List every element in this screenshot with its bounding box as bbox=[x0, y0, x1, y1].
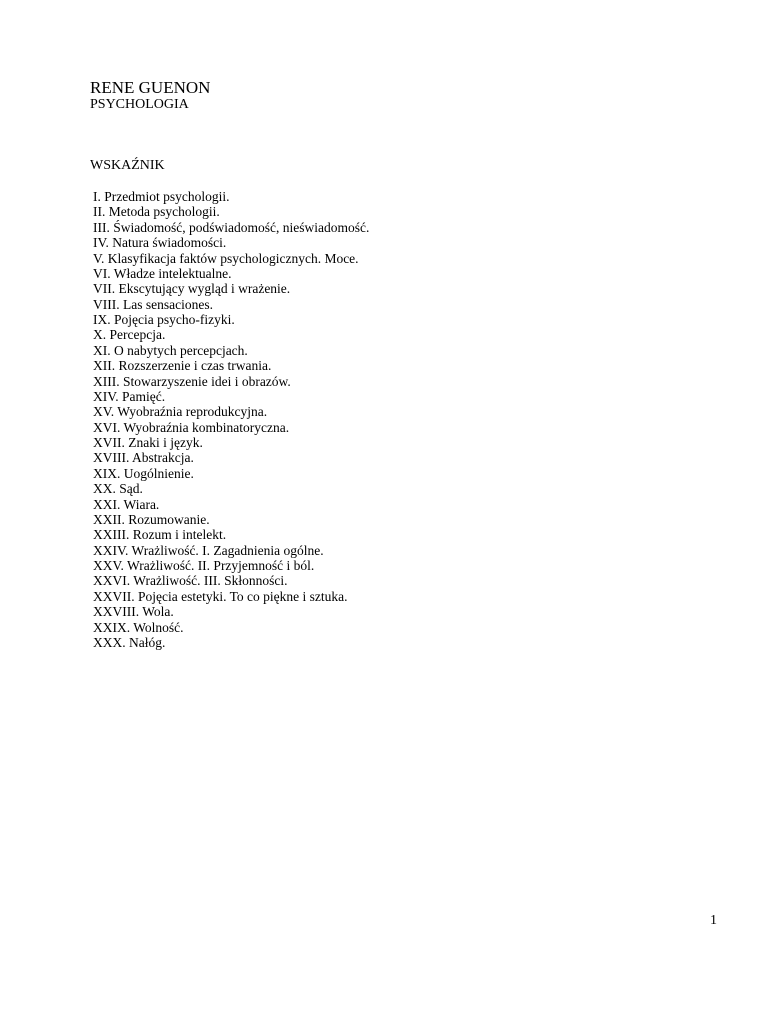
toc-item-19: XIX. Uogólnienie. bbox=[93, 465, 194, 481]
toc-item-1: I. Przedmiot psychologii. bbox=[93, 189, 230, 204]
document-title: PSYCHOLOGIA bbox=[90, 97, 189, 112]
toc-item-12: XII. Rozszerzenie i czas trwania. bbox=[93, 358, 272, 374]
toc-item-11: XI. O nabytych percepcjach. bbox=[93, 342, 248, 358]
toc-item-10: X. Percepcja. bbox=[93, 327, 166, 343]
toc-item-24: XXIV. Wrażliwość. I. Zagadnienia ogólne. bbox=[93, 542, 324, 558]
toc-item-7: VII. Ekscytujący wygląd i wrażenie. bbox=[93, 281, 291, 297]
author-name: RENE GUENON bbox=[90, 78, 211, 97]
toc-item-3: III. Świadomość, podświadomość, nieświadomość. bbox=[93, 219, 370, 235]
toc-item-20: XX. Sąd. bbox=[93, 481, 143, 497]
toc-item-16: XVI. Wyobraźnia kombinatoryczna. bbox=[93, 419, 290, 435]
page-number: 1 bbox=[710, 913, 717, 928]
toc-item-9: IX. Pojęcia psycho-fizyki. bbox=[93, 312, 235, 327]
toc-item-29: XXIX. Wolność. bbox=[93, 619, 184, 635]
table-of-contents bbox=[93, 189, 369, 650]
toc-item-6: VI. Władze intelektualne. bbox=[93, 265, 232, 281]
toc-item-13: XIII. Stowarzyszenie idei i obrazów. bbox=[93, 373, 291, 389]
toc-item-2: II. Metoda psychologii. bbox=[93, 204, 220, 220]
toc-heading: WSKAŹNIK bbox=[90, 158, 165, 173]
toc-item-5: V. Klasyfikacja faktów psychologicznych. Moce. bbox=[93, 250, 359, 266]
toc-item-15: XV. Wyobraźnia reprodukcyjna. bbox=[93, 404, 268, 420]
toc-item-21: XXI. Wiara. bbox=[93, 496, 160, 512]
toc-item-4: IV. Natura świadomości. bbox=[93, 235, 227, 251]
toc-item-25: XXV. Wrażliwość. II. Przyjemność i ból. bbox=[93, 558, 315, 573]
toc-item-22: XXII. Rozumowanie. bbox=[93, 511, 210, 527]
toc-item-17: XVII. Znaki i język. bbox=[93, 435, 203, 450]
toc-item-14: XIV. Pamięć. bbox=[93, 388, 166, 404]
toc-item-18: XVIII. Abstrakcja. bbox=[93, 450, 194, 466]
toc-item-8: VIII. Las sensaciones. bbox=[93, 296, 213, 312]
toc-item-27: XXVII. Pojęcia estetyki. To co piękne i sztuka. bbox=[93, 588, 348, 604]
toc-item-23: XXIII. Rozum i intelekt. bbox=[93, 527, 227, 543]
toc-item-28: XXVIII. Wola. bbox=[93, 604, 174, 620]
toc-item-26: XXVI. Wrażliwość. III. Skłonności. bbox=[93, 573, 288, 589]
toc-item-30: XXX. Nałóg. bbox=[93, 634, 166, 650]
